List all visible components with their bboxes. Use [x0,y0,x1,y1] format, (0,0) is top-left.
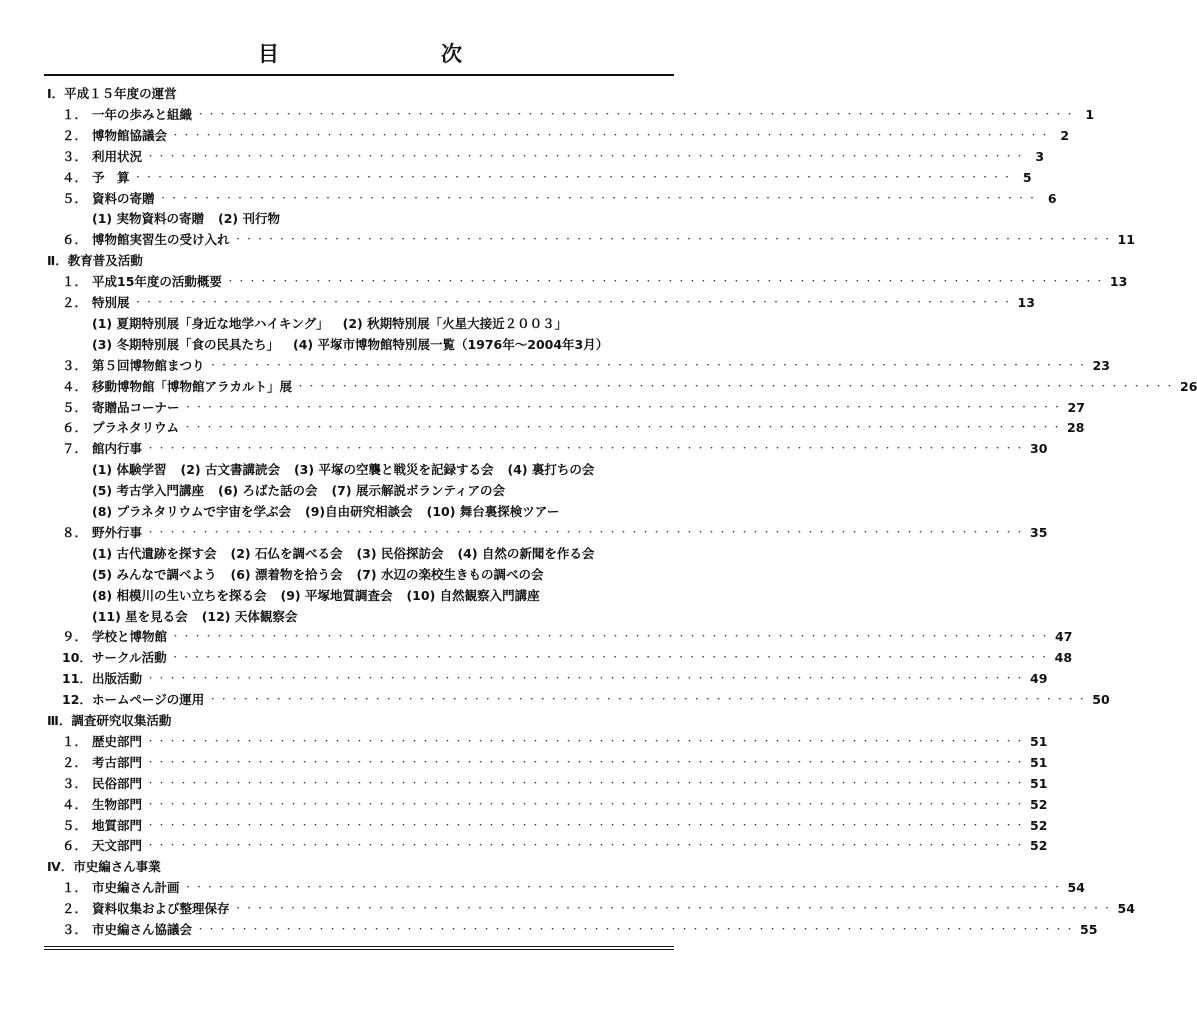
subentry: (1) 体験学習 [92,462,167,478]
entry-label: 博物館協議会 [92,127,168,143]
entry-number: ３． [62,775,88,791]
toc-entry [62,774,1048,794]
entry-label: 歴史部門 [92,733,143,749]
subentry: (6) ろばた話の会 [217,483,318,499]
page-number: 2 [1060,127,1070,143]
subentry-line [92,544,812,564]
entry-label: 出版活動 [92,671,143,687]
entry-label: 博物館実習生の受け入れ [92,232,230,248]
entry-number: １． [62,106,88,122]
bottom-rule [44,946,674,950]
dot-leader: ・・・・・・・・・・・・・・・・・・・・・・・・・・・・・・・・・・・・・・・・・・・・・・・・・・・・・・・・・・・・・・・・・・・・・・・・・・・・・・・・ [146,841,1027,852]
page-title: 目 次 [258,42,502,66]
subentry: (9)自由研究相談会 [304,504,413,519]
subentry: (11) 星を見る会 [92,608,188,624]
toc-entry [62,272,1128,292]
entry-number: １． [62,880,88,896]
toc-entry [62,293,1035,313]
entry-label: 予 算 [92,169,130,185]
entry-label: 一年の歩みと組織 [92,106,193,122]
toc-entry [62,398,1085,418]
subentry: (10) 舞台裏探検ツアー [426,504,560,519]
subentry: (1) 実物資料の寄贈 [92,211,204,227]
dot-leader: ・・・・・・・・・・・・・・・・・・・・・・・・・・・・・・・・・・・・・・・・・・・・・・・・・・・・・・・・・・・・・・・・・・・・・・・・・・・・・・・・ [225,277,1106,288]
entry-number: ３． [62,922,88,937]
entry-number: ４． [62,796,88,812]
subentry-line [92,607,812,627]
toc-entry [62,377,1197,397]
entry-label: 民俗部門 [92,775,143,791]
page-number: 27 [1067,399,1085,415]
toc-entry [62,418,1085,438]
page-number: 6 [1047,190,1057,206]
entry-number: ３． [62,148,88,164]
subentry: (1) 夏期特別展「身近な地学ハイキング」 [92,315,329,331]
dot-leader: ・・・・・・・・・・・・・・・・・・・・・・・・・・・・・・・・・・・・・・・・・・・・・・・・・・・・・・・・・・・・・・・・・・・・・・・・・・・・・・・・ [146,820,1027,831]
entry-label: 生物部門 [92,796,143,812]
entry-number: ９． [62,629,88,645]
toc-entry [62,836,1048,856]
subentry: (7) 展示解説ボランティアの会 [331,483,505,499]
subentry: (4) 平塚市博物館特別展一覧（1976年～2004年3月） [292,336,609,352]
toc-entry [62,230,1135,250]
entry-number: １． [62,733,88,749]
dot-leader: ・・・・・・・・・・・・・・・・・・・・・・・・・・・・・・・・・・・・・・・・・・・・・・・・・・・・・・・・・・・・・・・・・・・・・・・・・・・・・・・・ [146,736,1027,747]
entry-number: ２． [62,127,88,143]
page-number: 52 [1030,838,1048,854]
toc-entry [62,523,1048,543]
toc-entry [62,690,1110,710]
page-number: 49 [1030,671,1048,687]
page-number: 54 [1067,880,1085,896]
toc-entry [62,356,1110,376]
entry-label: 考古部門 [92,754,143,770]
entry-number: ３． [62,357,88,373]
page-number: 28 [1067,420,1085,436]
dot-leader: ・・・・・・・・・・・・・・・・・・・・・・・・・・・・・・・・・・・・・・・・・・・・・・・・・・・・・・・・・・・・・・・・・・・・・・・・・・・・・・・・ [146,799,1027,810]
toc-entry [62,669,1048,689]
toc-entry [62,126,1070,146]
entry-number: ４． [62,169,88,185]
subentry: (3) 平塚の空襲と戦災を記録する会 [293,462,494,478]
section-heading: Ⅲ．調査研究収集活動 [47,713,172,728]
entry-number: ６． [62,838,88,854]
subentry: (2) 刊行物 [217,211,280,227]
entry-label: 学校と博物館 [92,629,168,645]
toc-entry [62,816,1048,836]
entry-label: ホームページの運用 [92,692,205,708]
dot-leader: ・・・・・・・・・・・・・・・・・・・・・・・・・・・・・・・・・・・・・・・・・・・・・・・・・・・・・・・・・・・・・・・・・・・・・・・・・・・・・・・・ [183,402,1064,413]
entry-number: ４． [62,378,88,394]
title-rule [44,74,674,76]
subentry: (3) 民俗探訪会 [356,545,444,561]
page-number: 30 [1030,441,1048,457]
page-number: 5 [1022,169,1032,185]
subentry-line [92,586,812,606]
page-number: 55 [1080,922,1098,937]
dot-leader: ・・・・・・・・・・・・・・・・・・・・・・・・・・・・・・・・・・・・・・・・・・・・・・・・・・・・・・・・・・・・・・・・・・・・・・・・・・・・・・・・ [196,109,1077,120]
dot-leader: ・・・・・・・・・・・・・・・・・・・・・・・・・・・・・・・・・・・・・・・・・・・・・・・・・・・・・・・・・・・・・・・・・・・・・・・・・・・・・・・・ [208,695,1089,706]
subentry-line [92,502,812,522]
entry-number: ６． [62,232,88,248]
page-number: 52 [1030,817,1048,833]
entry-number: ２． [62,901,88,917]
entry-number: 10． [62,650,92,666]
dot-leader: ・・・・・・・・・・・・・・・・・・・・・・・・・・・・・・・・・・・・・・・・・・・・・・・・・・・・・・・・・・・・・・・・・・・・・・・・・・・・・・・・ [183,883,1064,894]
page-number: 51 [1030,775,1048,791]
entry-label: 地質部門 [92,817,143,833]
page-number: 52 [1030,796,1048,812]
toc-entry [62,795,1048,815]
entry-label: 館内行事 [92,441,143,457]
dot-leader: ・・・・・・・・・・・・・・・・・・・・・・・・・・・・・・・・・・・・・・・・・・・・・・・・・・・・・・・・・・・・・・・・・・・・・・・・・・・・・・・・ [233,235,1114,246]
subentry: (6) 漂着物を拾う会 [230,566,343,582]
subentry: (8) プラネタリウムで宇宙を学ぶ会 [92,504,291,519]
page-number: 51 [1030,754,1048,770]
subentry: (2) 秋期特別展「火星大接近２００３」 [342,315,568,331]
toc-entry [62,732,1048,752]
dot-leader: ・・・・・・・・・・・・・・・・・・・・・・・・・・・・・・・・・・・・・・・・・・・・・・・・・・・・・・・・・・・・・・・・・・・・・・・・・・・・・・・・ [170,653,1051,664]
entry-label: サークル活動 [92,650,167,666]
entry-number: ２． [62,295,88,310]
subentry: (5) みんなで調べよう [92,566,217,582]
subentry: (4) 裏打ちの会 [507,462,595,478]
subentry: (4) 自然の新聞を作る会 [457,545,595,561]
entry-label: 平成15年度の活動概要 [92,274,222,290]
subentry: (9) 平塚地質調査会 [280,587,393,603]
toc-entry [62,753,1048,773]
dot-leader: ・・・・・・・・・・・・・・・・・・・・・・・・・・・・・・・・・・・・・・・・・・・・・・・・・・・・・・・・・・・・・・・・・・・・・・・・・・・・・・・・ [146,674,1027,685]
entry-label: 第５回博物館まつり [92,357,205,373]
subentry-line [92,335,812,355]
entry-label: 資料の寄贈 [92,190,155,206]
dot-leader: ・・・・・・・・・・・・・・・・・・・・・・・・・・・・・・・・・・・・・・・・・・・・・・・・・・・・・・・・・・・・・・・・・・・・・・・・・・・・・・・・ [196,925,1077,935]
page-number: 48 [1054,650,1073,666]
subentry: (2) 古文書講読会 [180,462,280,478]
section-heading: Ⅱ．教育普及活動 [47,253,143,269]
dot-leader: ・・・・・・・・・・・・・・・・・・・・・・・・・・・・・・・・・・・・・・・・・・・・・・・・・・・・・・・・・・・・・・・・・・・・・・・・・・・・・・・・ [146,444,1027,455]
entry-number: ５． [62,817,88,833]
dot-leader: ・・・・・・・・・・・・・・・・・・・・・・・・・・・・・・・・・・・・・・・・・・・・・・・・・・・・・・・・・・・・・・・・・・・・・・・・・・・・・・・・ [171,632,1052,643]
page-number: 26 [1180,378,1197,394]
dot-leader: ・・・・・・・・・・・・・・・・・・・・・・・・・・・・・・・・・・・・・・・・・・・・・・・・・・・・・・・・・・・・・・・・・・・・・・・・・・・・・・・・ [133,298,1014,308]
toc-entry [62,168,1032,188]
entry-label: 利用状況 [92,148,143,164]
toc-entry [62,147,1045,167]
subentry: (1) 古代遺跡を探す会 [92,545,217,561]
dot-leader: ・・・・・・・・・・・・・・・・・・・・・・・・・・・・・・・・・・・・・・・・・・・・・・・・・・・・・・・・・・・・・・・・・・・・・・・・・・・・・・・・ [146,151,1027,162]
entry-label: 野外行事 [92,524,143,540]
entry-number: 11． [62,671,92,687]
toc-entry [62,189,1057,209]
dot-leader: ・・・・・・・・・・・・・・・・・・・・・・・・・・・・・・・・・・・・・・・・・・・・・・・・・・・・・・・・・・・・・・・・・・・・・・・・・・・・・・・・ [146,778,1027,789]
page-number: 35 [1030,524,1048,540]
subentry: (3) 冬期特別展「食の民具たち」 [92,336,279,352]
page-number: 13 [1017,295,1035,310]
page-number: 23 [1092,357,1110,373]
page-number: 50 [1092,692,1110,708]
subentry: (2) 石仏を調べる会 [230,545,343,561]
entry-number: ２． [62,754,88,770]
entry-number: ８． [62,524,88,540]
entry-label: 寄贈品コーナー [92,399,180,415]
page-number: 11 [1117,232,1135,248]
page-number: 13 [1109,274,1128,290]
page-number: 3 [1035,148,1045,164]
toc-entry [62,439,1048,459]
toc-entry [62,105,1095,125]
subentry: (5) 考古学入門講座 [92,483,204,499]
page-number: 47 [1055,629,1073,645]
entry-label: 資料収集および整理保存 [92,901,230,917]
entry-number: ６． [62,420,88,436]
dot-leader: ・・・・・・・・・・・・・・・・・・・・・・・・・・・・・・・・・・・・・・・・・・・・・・・・・・・・・・・・・・・・・・・・・・・・・・・・・・・・・・・・ [158,193,1039,204]
entry-label: 特別展 [92,295,130,310]
dot-leader: ・・・・・・・・・・・・・・・・・・・・・・・・・・・・・・・・・・・・・・・・・・・・・・・・・・・・・・・・・・・・・・・・・・・・・・・・・・・・・・・・ [233,904,1114,915]
subentry-line [92,314,812,334]
dot-leader: ・・・・・・・・・・・・・・・・・・・・・・・・・・・・・・・・・・・・・・・・・・・・・・・・・・・・・・・・・・・・・・・・・・・・・・・・・・・・・・・・ [146,757,1027,768]
entry-number: ５． [62,399,88,415]
subentry-line [92,565,812,585]
page-number: 1 [1085,106,1095,122]
dot-leader: ・・・・・・・・・・・・・・・・・・・・・・・・・・・・・・・・・・・・・・・・・・・・・・・・・・・・・・・・・・・・・・・・・・・・・・・・・・・・・・・・ [183,423,1064,434]
page-number: 54 [1117,901,1135,917]
subentry: (7) 水辺の楽校生きもの調べの会 [356,566,544,582]
toc-entry [62,899,1135,919]
page-number: 51 [1030,733,1048,749]
toc-entry [62,920,1098,940]
toc-entry [62,878,1085,898]
subentry: (12) 天体観察会 [201,608,298,624]
dot-leader: ・・・・・・・・・・・・・・・・・・・・・・・・・・・・・・・・・・・・・・・・・・・・・・・・・・・・・・・・・・・・・・・・・・・・・・・・・・・・・・・・ [171,130,1052,141]
dot-leader: ・・・・・・・・・・・・・・・・・・・・・・・・・・・・・・・・・・・・・・・・・・・・・・・・・・・・・・・・・・・・・・・・・・・・・・・・・・・・・・・・ [208,360,1089,371]
dot-leader: ・・・・・・・・・・・・・・・・・・・・・・・・・・・・・・・・・・・・・・・・・・・・・・・・・・・・・・・・・・・・・・・・・・・・・・・・・・・・・・・・ [146,527,1027,538]
subentry: (8) 相模川の生い立ちを探る会 [92,587,267,603]
entry-number: 12． [62,692,92,708]
toc-entry [62,627,1073,647]
dot-leader: ・・・・・・・・・・・・・・・・・・・・・・・・・・・・・・・・・・・・・・・・・・・・・・・・・・・・・・・・・・・・・・・・・・・・・・・・・・・・・・・・ [133,172,1014,183]
subentry-line [92,481,812,501]
dot-leader: ・・・・・・・・・・・・・・・・・・・・・・・・・・・・・・・・・・・・・・・・・・・・・・・・・・・・・・・・・・・・・・・・・・・・・・・・・・・・・・・・ [296,381,1177,392]
entry-label: 市史編さん協議会 [92,922,193,937]
toc-entry [62,648,1073,668]
entry-label: 移動博物館「博物館アラカルト」展 [92,378,293,394]
section-heading: Ⅳ．市史編さん事業 [47,859,161,875]
entry-label: 天文部門 [92,838,143,854]
entry-label: プラネタリウム [92,420,180,436]
entry-number: １． [62,274,88,290]
subentry-line [92,209,812,229]
entry-number: ５． [62,190,88,206]
subentry-line [92,460,812,480]
subentry: (10) 自然観察入門講座 [406,587,540,603]
section-heading: Ⅰ．平成１５年度の運営 [47,86,177,101]
entry-number: ７． [62,441,88,457]
entry-label: 市史編さん計画 [92,880,180,896]
